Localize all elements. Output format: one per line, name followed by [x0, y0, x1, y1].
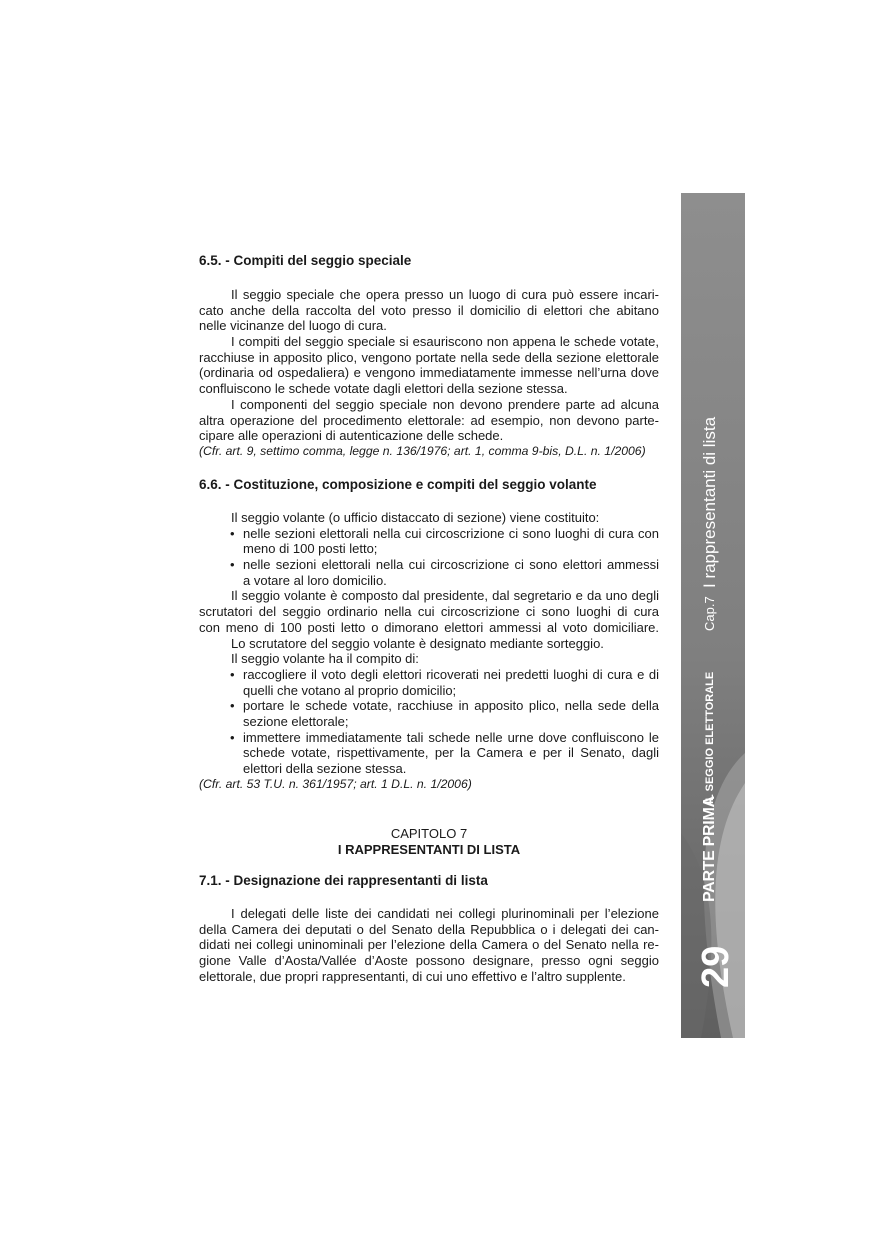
text-line: I delegati delle liste dei candidati nei collegi plurinominali per l’elezione: [231, 906, 659, 921]
text-line: nelle sezioni elettorali nella cui circoscrizione ci sono luoghi di cura con: [243, 525, 659, 541]
text-line: altra operazione del procedimento elettorale: ad esempio, non devono parte-: [199, 412, 659, 428]
text-line: elettori della sezione stessa.: [243, 761, 407, 776]
bullet-item: [199, 698, 659, 714]
chapter-title: I RAPPRESENTANTI DI LISTA: [337, 842, 521, 857]
text-line: nelle vicinanze del luogo di cura.: [199, 318, 387, 334]
text-line: a votare al loro domicilio.: [243, 572, 387, 588]
page-number: 29: [695, 945, 737, 988]
citation: (Cfr. art. 53 T.U. n. 361/1957; art. 1 D.L. n. 1/2006): [199, 776, 472, 791]
text-line: Lo scrutatore del seggio volante è designato mediante sorteggio.: [231, 635, 604, 651]
section-6-6-heading: 6.6. - Costituzione, composizione e compiti del seggio volante: [199, 477, 597, 492]
bullet-item: [199, 667, 659, 683]
bullet-icon: •: [230, 666, 235, 682]
side-tab: [681, 193, 745, 1038]
text-line: I compiti del seggio speciale si esauriscono non appena le schede votate,: [231, 334, 659, 350]
text-line: della Camera dei deputati o del Senato della Repubblica o i delegati dei can-: [199, 921, 659, 937]
citation: (Cfr. art. 9, settimo comma, legge n. 136/1976; art. 1, comma 9-bis, D.L. n. 1/2006): [199, 443, 646, 458]
bullet-icon: •: [230, 525, 235, 541]
section-7-1-heading: 7.1. - Designazione dei rappresentanti di lista: [199, 873, 488, 888]
chapter-title-label: I rappresentanti di lista: [700, 416, 719, 588]
text-line: cato anche della raccolta del voto presso il domicilio di elettori che abitano: [199, 302, 659, 318]
part-section-label: IL SEGGIO ELETTORALE: [704, 671, 716, 804]
section-6-5-body: [199, 287, 659, 460]
text-line: racchiuse in apposito plico, vengono portate nella sede della sezione elettorale: [199, 349, 659, 365]
bullet-icon: •: [230, 557, 235, 573]
text-line: (ordinaria od ospedaliera) e vengono immediatamente immesse nell’urna dove: [199, 365, 659, 381]
text-line: sezione elettorale;: [243, 713, 349, 729]
section-6-5-heading: 6.5. - Compiti del seggio speciale: [199, 253, 412, 268]
section-6-6-body: [199, 510, 659, 792]
section-7-1-body: [199, 906, 659, 984]
text-line: Il seggio volante è composto dal presidente, dal segretario e da uno degli: [231, 588, 659, 604]
part-label: PARTE PRIMA: [701, 796, 718, 902]
text-line: schede votate, rispettivamente, per la Camera e per il Senato, dagli: [243, 745, 659, 761]
text-line: nelle sezioni elettorali nella cui circoscrizione ci sono elettori ammessi: [243, 557, 659, 573]
text-line: I componenti del seggio speciale non devono prendere parte ad alcuna: [231, 396, 659, 412]
text-line: didati nei collegi uninominali per l’elezione della Camera o del Senato nella re-: [199, 937, 659, 953]
text-line: con meno di 100 posti letto o dimorano elettori ammessi al voto domiciliare.: [199, 619, 659, 635]
text-line: Il seggio speciale che opera presso un luogo di cura può essere incari-: [231, 287, 659, 302]
chapter-number: CAPITOLO 7: [390, 826, 468, 841]
text-line: Il seggio volante ha il compito di:: [231, 651, 419, 667]
text-line: quelli che votano al proprio domicilio;: [243, 682, 457, 698]
bullet-item: [199, 526, 659, 542]
bullet-icon: •: [230, 729, 235, 745]
text-line: Il seggio volante (o ufficio distaccato di sezione) viene costituito:: [231, 510, 600, 525]
text-line: cipare alle operazioni di autenticazione delle schede.: [199, 428, 504, 444]
text-line: gione Valle d’Aosta/Vallée d’Aoste possono designare, presso ogni seggio: [199, 953, 659, 969]
bullet-item: [199, 730, 659, 746]
text-line: portare le schede votate, racchiuse in apposito plico, nella sede della: [243, 698, 659, 714]
bullet-item: [199, 557, 659, 573]
text-line: raccogliere il voto degli elettori ricoverati nei predetti luoghi di cura e di: [243, 666, 659, 682]
text-line: elettorale, due propri rappresentanti, di cui uno effettivo e l’altro supplente.: [199, 968, 626, 984]
chapter-label: Cap.7: [702, 596, 717, 631]
text-line: meno di 100 posti letto;: [243, 541, 378, 557]
bullet-icon: •: [230, 698, 235, 714]
text-line: scrutatori del seggio ordinario nella cui circoscrizione ci sono luoghi di cura: [199, 604, 659, 620]
text-line: confluiscono le schede votate dagli elettori della sezione stessa.: [199, 381, 568, 397]
text-line: immettere immediatamente tali schede nelle urne dove confluiscono le: [243, 729, 659, 745]
